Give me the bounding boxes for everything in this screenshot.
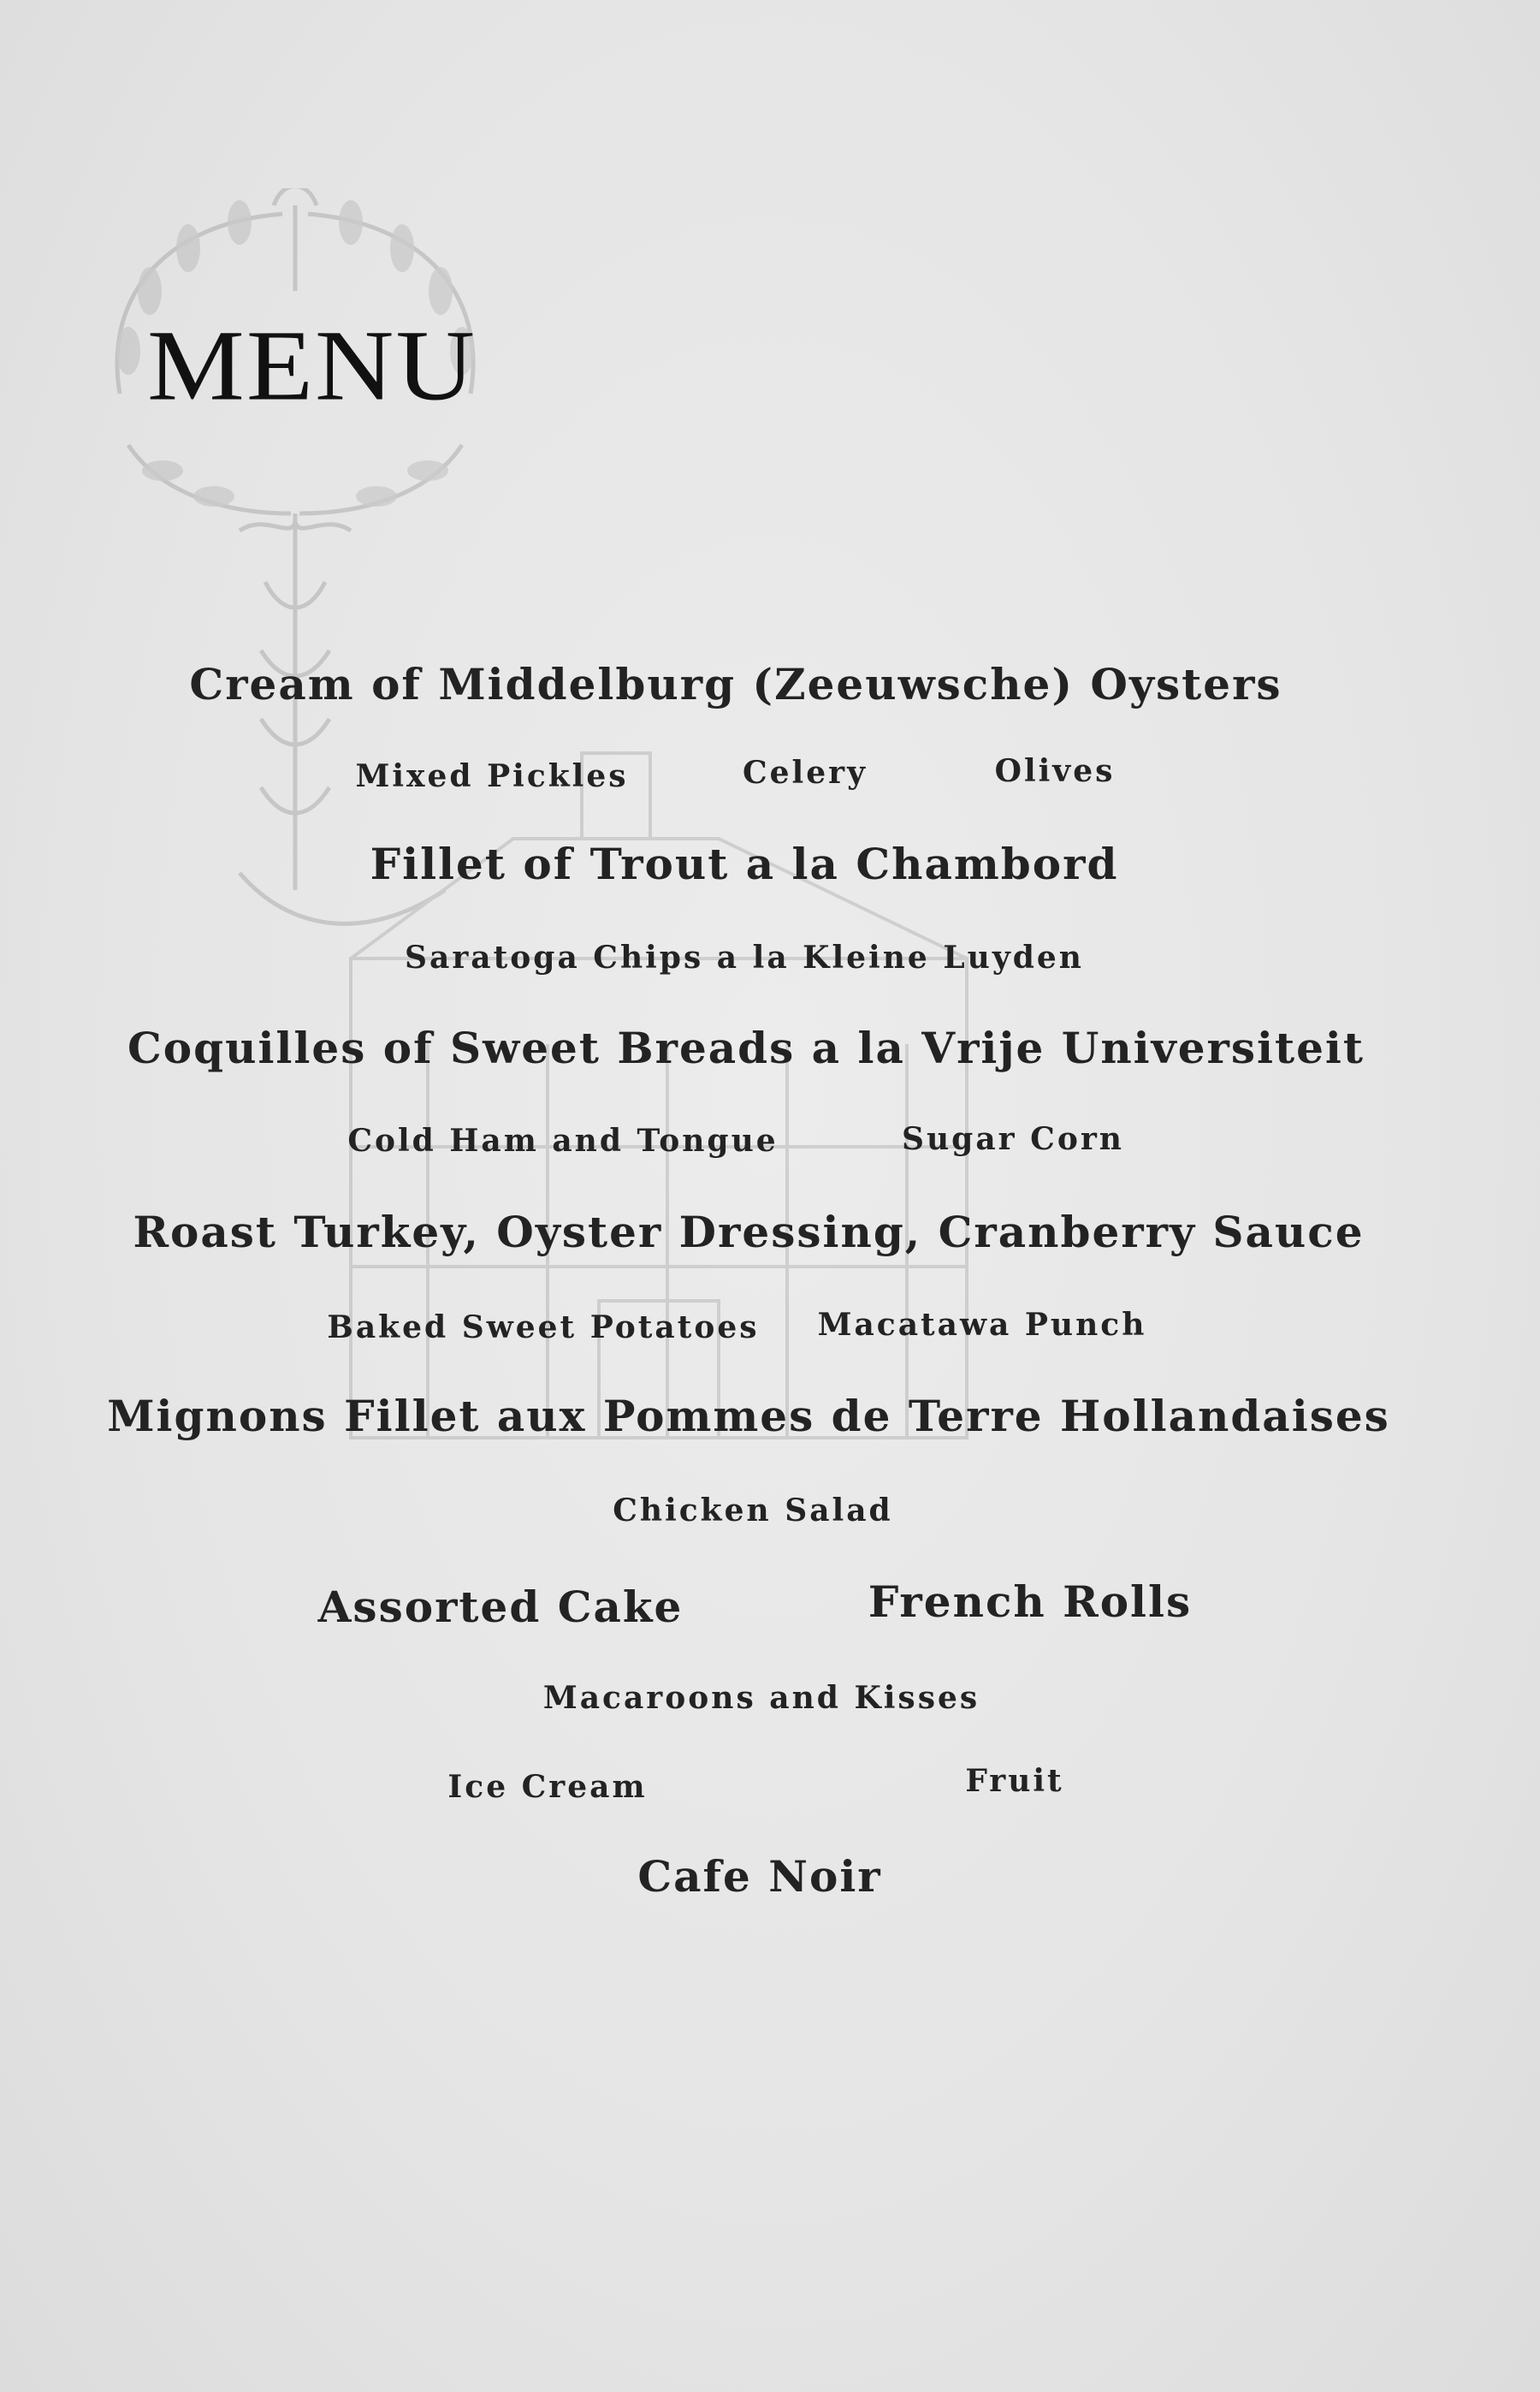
menu-item-fruit: Fruit (965, 1763, 1064, 1799)
menu-item-macaroons: Macaroons and Kisses (542, 1680, 980, 1716)
menu-item-celery: Celery (742, 755, 868, 791)
page-title: MENU (147, 309, 477, 422)
menu-item-pickles: Mixed Pickles (355, 758, 629, 794)
menu-item-coffee: Cafe Noir (637, 1851, 882, 1902)
menu-item-chips: Saratoga Chips a la Kleine Luyden (405, 940, 1084, 976)
menu-item-turkey: Roast Turkey, Oyster Dressing, Cranberry Sauce (133, 1207, 1365, 1257)
menu-item-olives: Olives (994, 753, 1116, 789)
menu-item-coquilles: Coquilles of Sweet Breads a la Vrije Universiteit (127, 1023, 1365, 1073)
menu-item-ice-cream: Ice Cream (447, 1769, 648, 1805)
menu-item-mignons: Mignons Fillet aux Pommes de Terre Hollandaises (107, 1391, 1390, 1441)
menu-item-cake: Assorted Cake (317, 1582, 684, 1632)
menu-item-punch: Macatawa Punch (817, 1307, 1147, 1343)
menu-item-potatoes: Baked Sweet Potatoes (327, 1309, 760, 1345)
menu-item-oysters: Cream of Middelburg (Zeeuwsche) Oysters (189, 659, 1282, 709)
menu-item-corn: Sugar Corn (902, 1121, 1124, 1157)
menu-item-salad: Chicken Salad (613, 1493, 893, 1528)
menu-item-ham: Cold Ham and Tongue (347, 1123, 779, 1159)
menu-item-rolls: French Rolls (868, 1576, 1193, 1627)
menu-item-trout: Fillet of Trout a la Chambord (370, 839, 1119, 889)
